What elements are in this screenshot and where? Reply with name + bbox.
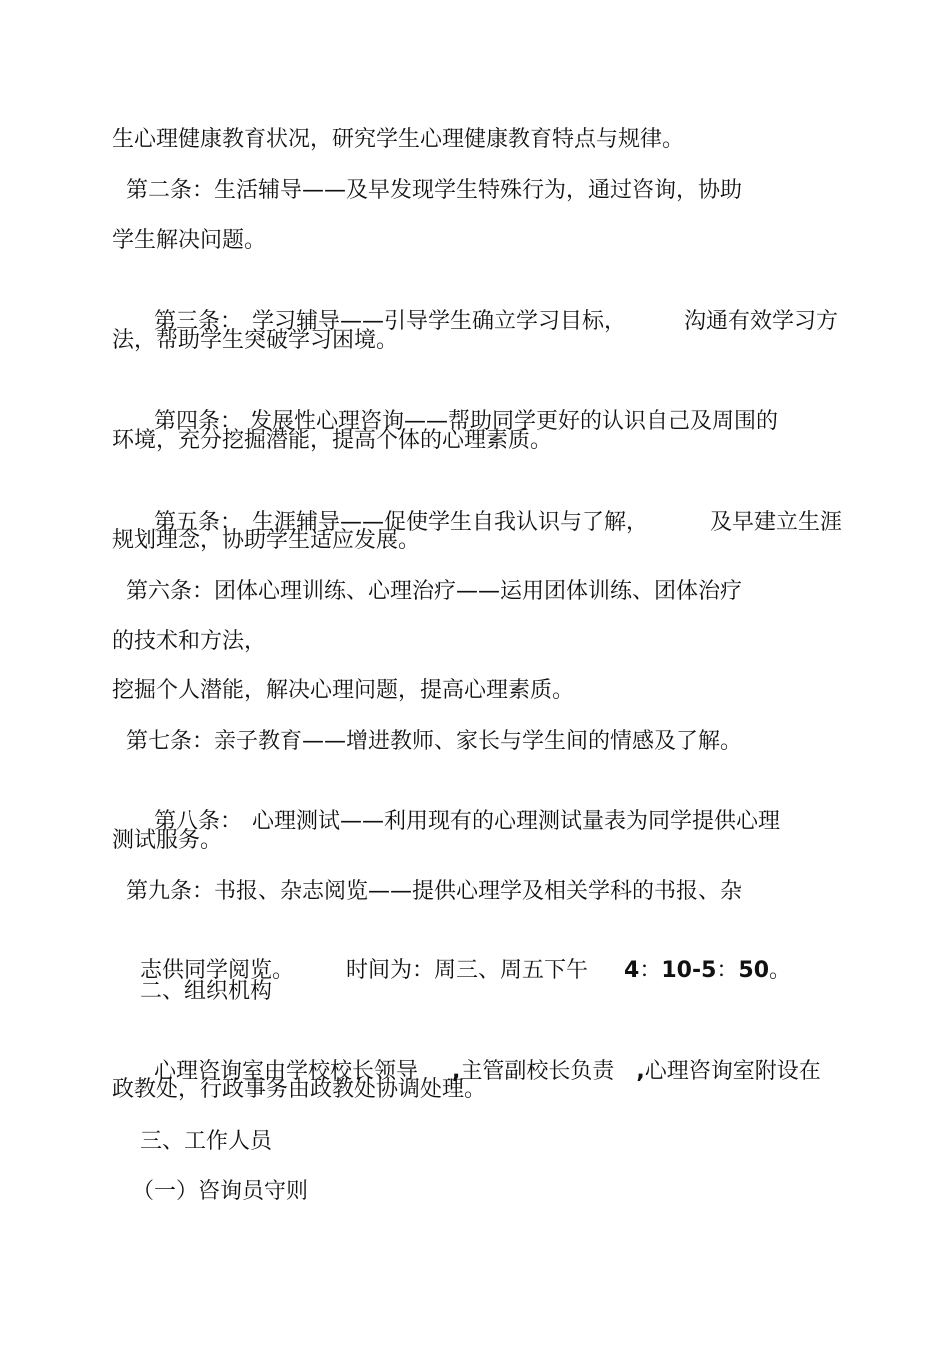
paragraph-line: 生心理健康教育状况，研究学生心理健康教育特点与规律。 [112,127,685,152]
article-2-line-1: 第二条：生活辅导——及早发现学生特殊行为，通过咨询，协助 [126,178,743,203]
article-3-line-1 [126,277,839,334]
organization-line-2: 政教处，行政事务由政教处协调处理。 [112,1077,487,1102]
article-9-line-1: 第九条：书报、杂志阅览——提供心理学及相关学科的书报、杂 [126,879,743,904]
article-8-text: 心理测试——利用现有的心理测试量表为同学提供心理 [252,809,781,834]
subsection-heading-counselor-rules: （一）咨询员守则 [132,1179,309,1204]
schedule-colon-2: ： [716,958,739,983]
article-5-label: 第五条： [153,510,242,535]
article-2-line-2: 学生解决问题。 [112,228,267,253]
article-3-text-a: 学习辅导——引导学生确立学习目标， [252,309,627,334]
schedule-hour-start: 4 [624,958,640,983]
article-6-line-1: 第六条：团体心理训练、心理治疗——运用团体训练、团体治疗 [126,579,743,604]
article-3-text-b: 沟通有效学习方 [684,309,839,334]
schedule-period: 。 [769,958,792,983]
section-heading-organization: 二、组织机构 [140,979,273,1004]
article-6-line-3: 挖掘个人潜能，解决心理问题，提高心理素质。 [112,678,575,703]
article-8-line-2: 测试服务。 [112,828,223,853]
schedule-range: 10-5 [661,958,717,983]
organization-text-b: 主管副校长负责 [460,1059,615,1084]
article-5-text-a: 生涯辅导——促使学生自我认识与了解， [252,510,649,535]
article-4-label: 第四条： [153,409,242,434]
article-7-line-1: 第七条：亲子教育——增进教师、家长与学生间的情感及了解。 [126,729,743,754]
article-4-line-1 [126,377,779,434]
article-3-line-2: 法，帮助学生突破学习困境。 [112,328,399,353]
organization-line-1 [126,1027,821,1084]
article-5-text-b: 及早建立生涯 [710,510,843,535]
section-heading-staff: 三、工作人员 [140,1129,273,1154]
schedule-colon-1: ： [639,958,662,983]
article-5-line-1 [126,478,843,535]
article-3-label: 第三条： [153,309,242,334]
article-5-line-2: 规划理念，协助学生适应发展。 [112,528,421,553]
article-8-line-1 [126,777,781,834]
organization-text-c: 心理咨询室附设在 [644,1059,821,1084]
article-8-label: 第八条： [153,809,242,834]
schedule-minute-end: 50 [738,958,770,983]
article-9-text: 志供同学阅览。 [139,958,294,983]
organization-comma-2: , [636,1059,645,1084]
article-4-text: 发展性心理咨询——帮助同学更好的认识自己及周围的 [250,409,779,434]
article-6-line-2: 的技术和方法， [112,629,267,654]
organization-comma-1: , [452,1059,461,1084]
article-4-line-2: 环境，充分挖掘潜能，提高个体的心理素质。 [112,428,553,453]
organization-text-a: 心理咨询室由学校校长领导 [153,1059,418,1084]
schedule-label: 时间为：周三、周五下午 [346,958,589,983]
article-9-line-2 [112,926,792,983]
